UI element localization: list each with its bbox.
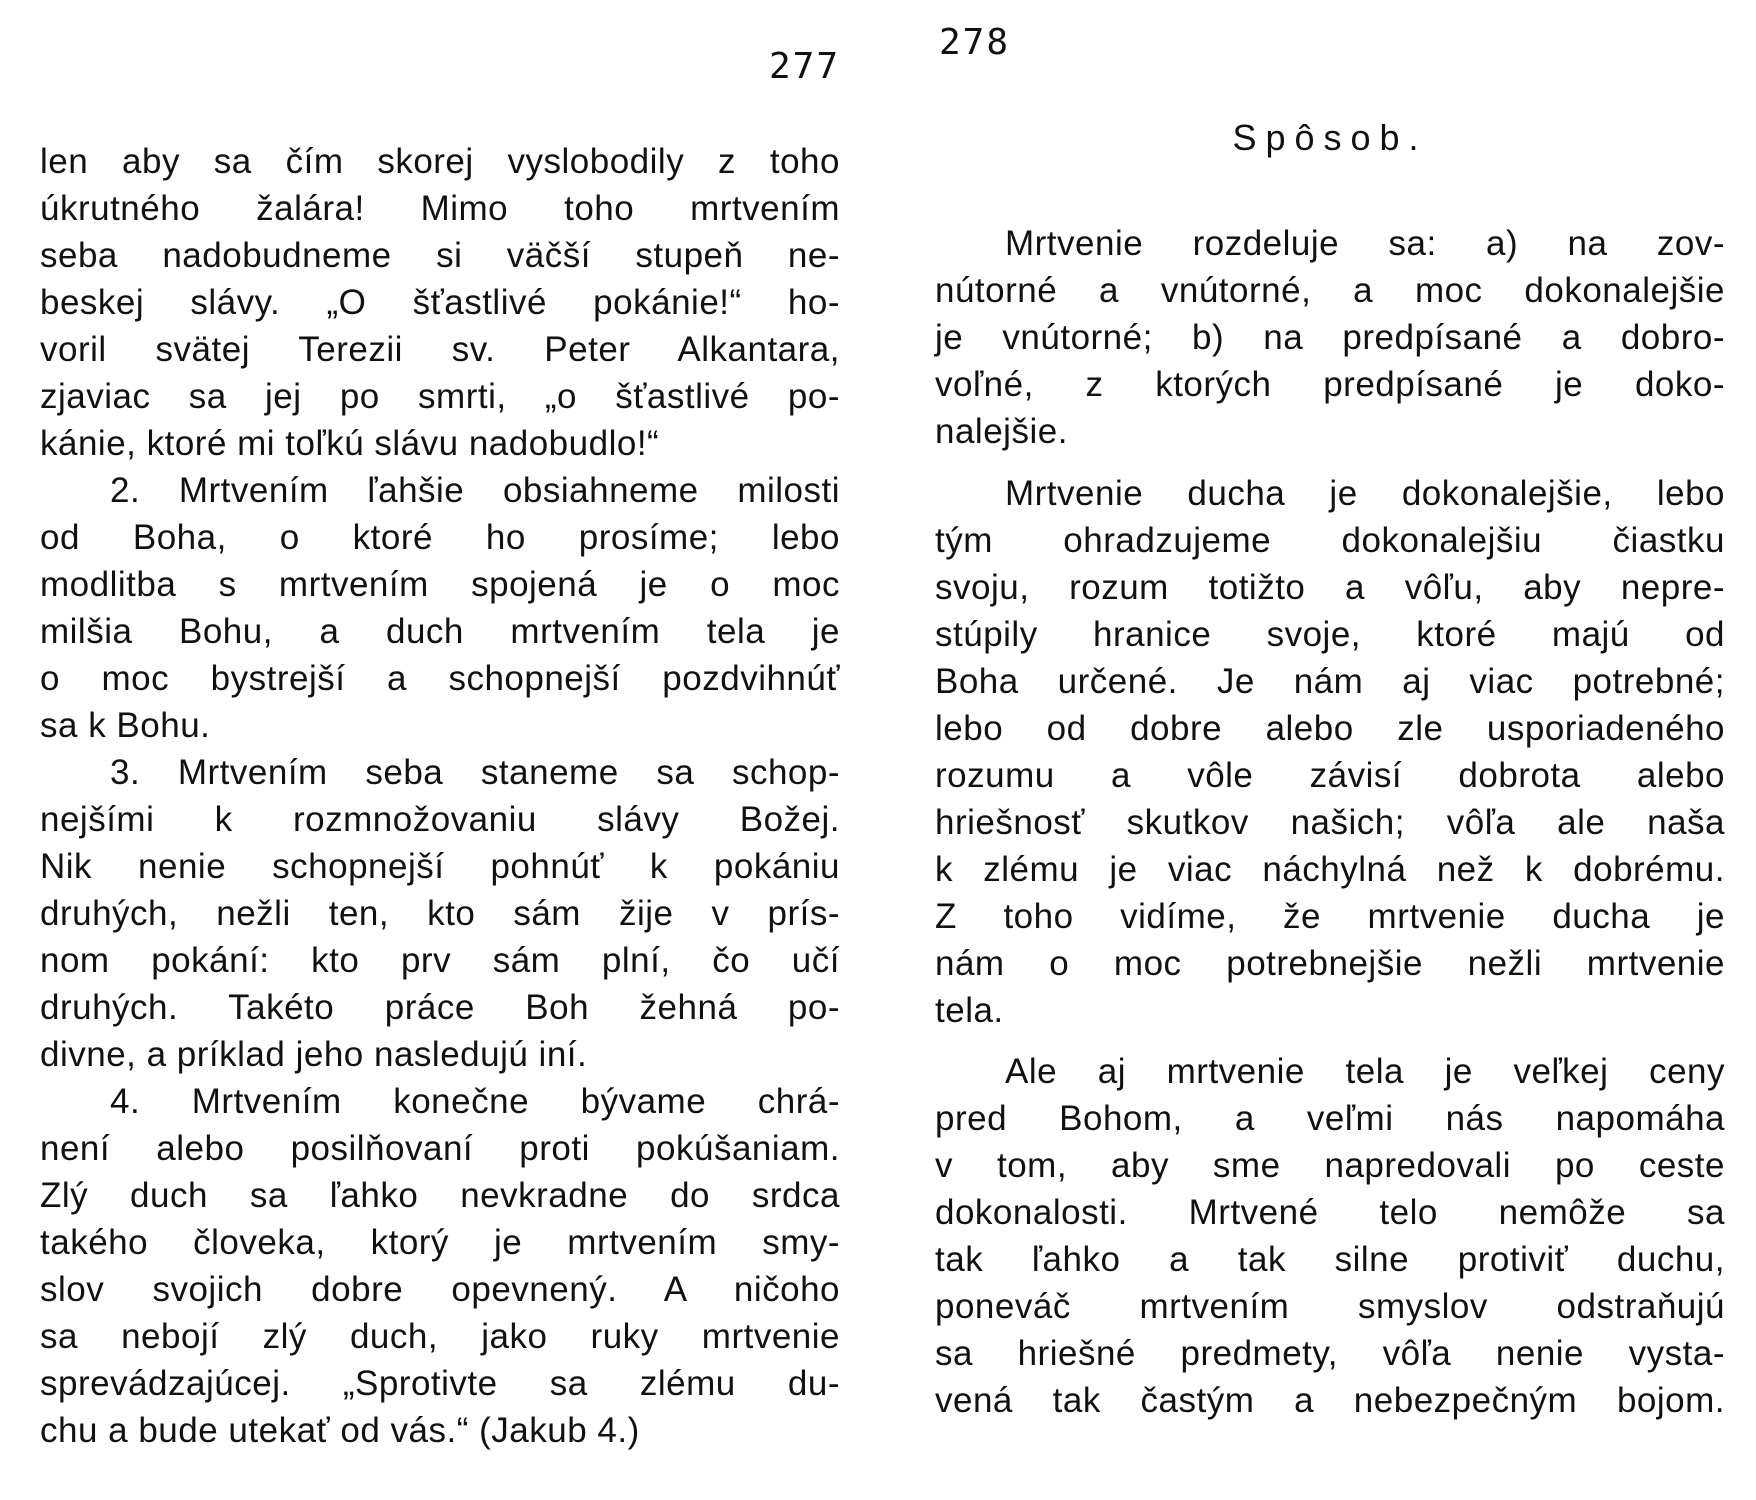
right-paragraph-2 [935, 470, 1725, 1034]
text-line: v tom, aby sme napredovali po ceste [935, 1146, 1725, 1185]
text-line: 2. Mrtvením ľahšie obsiahneme milosti [110, 471, 840, 510]
text-line: voril svätej Terezii sv. Peter Alkantara, [40, 330, 840, 369]
text-line: Mrtvenie ducha je dokonalejšie, lebo [1005, 474, 1725, 513]
text-line: o moc bystrejší a schopnejší pozdvihnúť [40, 659, 840, 698]
right-page-number: 278 [939, 22, 1011, 63]
text-line: sa k Bohu. [40, 706, 211, 745]
text-line: není alebo posilňovaní proti pokúšaniam. [40, 1129, 840, 1168]
text-line: Nik nenie schopnejší pohnúť k pokániu [40, 847, 840, 886]
text-line: tela. [935, 991, 1004, 1030]
text-line: Zlý duch sa ľahko nevkradne do srdca [40, 1176, 840, 1215]
text-line: k zlému je viac náchylná než k dobrému. [935, 850, 1725, 889]
text-line: sa hriešné predmety, vôľa nenie vysta- [935, 1334, 1725, 1373]
text-line: druhých. Takéto práce Boh žehná po- [40, 988, 840, 1027]
text-line: nám o moc potrebnejšie nežli mrtvenie [935, 944, 1725, 983]
right-paragraph-3 [935, 1048, 1725, 1424]
text-line: kánie, ktoré mi toľkú slávu nadobudlo!“ [40, 424, 660, 463]
text-line: poneváč mrtvením smyslov odstraňujú [935, 1287, 1725, 1326]
right-paragraph-1 [935, 220, 1725, 455]
text-line: divne, a príklad jeho nasledujú iní. [40, 1035, 588, 1074]
text-line: nútorné a vnútorné, a moc dokonalejšie [935, 271, 1725, 310]
text-line: nom pokání: kto prv sám plní, čo učí [40, 941, 840, 980]
text-line: nalejšie. [935, 412, 1068, 451]
left-page [40, 0, 840, 1500]
left-page-number: 277 [768, 46, 840, 87]
text-line: chu a bude utekať od vás.“ (Jakub 4.) [40, 1411, 640, 1450]
right-page [935, 0, 1725, 1500]
text-line: stúpily hranice svoje, ktoré majú od [935, 615, 1725, 654]
text-line: druhých, nežli ten, kto sám žije v prís- [40, 894, 840, 933]
text-line: 4. Mrtvením konečne bývame chrá- [110, 1082, 840, 1121]
text-line: seba nadobudneme si väčší stupeň ne- [40, 236, 840, 275]
text-line: voľné, z ktorých predpísané je doko- [935, 365, 1725, 404]
text-line: slov svojich dobre opevnený. A ničoho [40, 1270, 840, 1309]
text-line: sprevádzajúcej. „Sprotivte sa zlému du- [40, 1364, 840, 1403]
text-line: sa nebojí zlý duch, jako ruky mrtvenie [40, 1317, 840, 1356]
text-line: rozumu a vôle závisí dobrota alebo [935, 756, 1725, 795]
text-line: Z toho vidíme, že mrtvenie ducha je [935, 897, 1725, 936]
text-line: úkrutného žalára! Mimo toho mrtvením [40, 189, 840, 228]
text-line: Mrtvenie rozdeluje sa: a) na zov- [1005, 224, 1725, 263]
text-line: Boha určené. Je nám aj viac potrebné; [935, 662, 1725, 701]
text-line: 3. Mrtvením seba staneme sa schop- [110, 753, 840, 792]
text-line: Ale aj mrtvenie tela je veľkej ceny [1005, 1052, 1725, 1091]
text-line: je vnútorné; b) na predpísané a dobro- [935, 318, 1725, 357]
section-heading: Spôsob. [1232, 117, 1428, 158]
text-line: dokonalosti. Mrtvené telo nemôže sa [935, 1193, 1725, 1232]
text-line: od Boha, o ktoré ho prosíme; lebo [40, 518, 840, 557]
text-line: len aby sa čím skorej vyslobodily z toho [40, 142, 840, 181]
text-line: takého človeka, ktorý je mrtvením smy- [40, 1223, 840, 1262]
text-line: zjaviac sa jej po smrti, „o šťastlivé po- [40, 377, 840, 416]
text-line: lebo od dobre alebo zle usporiadeného [935, 709, 1725, 748]
text-line: hriešnosť skutkov našich; vôľa ale naša [935, 803, 1725, 842]
left-page-body [40, 138, 840, 1454]
text-line: milšia Bohu, a duch mrtvením tela je [40, 612, 840, 651]
text-line: modlitba s mrtvením spojená je o moc [40, 565, 840, 604]
text-line: nejšími k rozmnožovaniu slávy Božej. [40, 800, 840, 839]
text-line: pred Bohom, a veľmi nás napomáha [935, 1099, 1725, 1138]
text-line: vená tak častým a nebezpečným bojom. [935, 1381, 1725, 1420]
text-line: tým ohradzujeme dokonalejšiu čiastku [935, 521, 1725, 560]
text-line: tak ľahko a tak silne protiviť duchu, [935, 1240, 1725, 1279]
text-line: beskej slávy. „O šťastlivé pokánie!“ ho- [40, 283, 840, 322]
text-line: svoju, rozum totižto a vôľu, aby nepre- [935, 568, 1725, 607]
